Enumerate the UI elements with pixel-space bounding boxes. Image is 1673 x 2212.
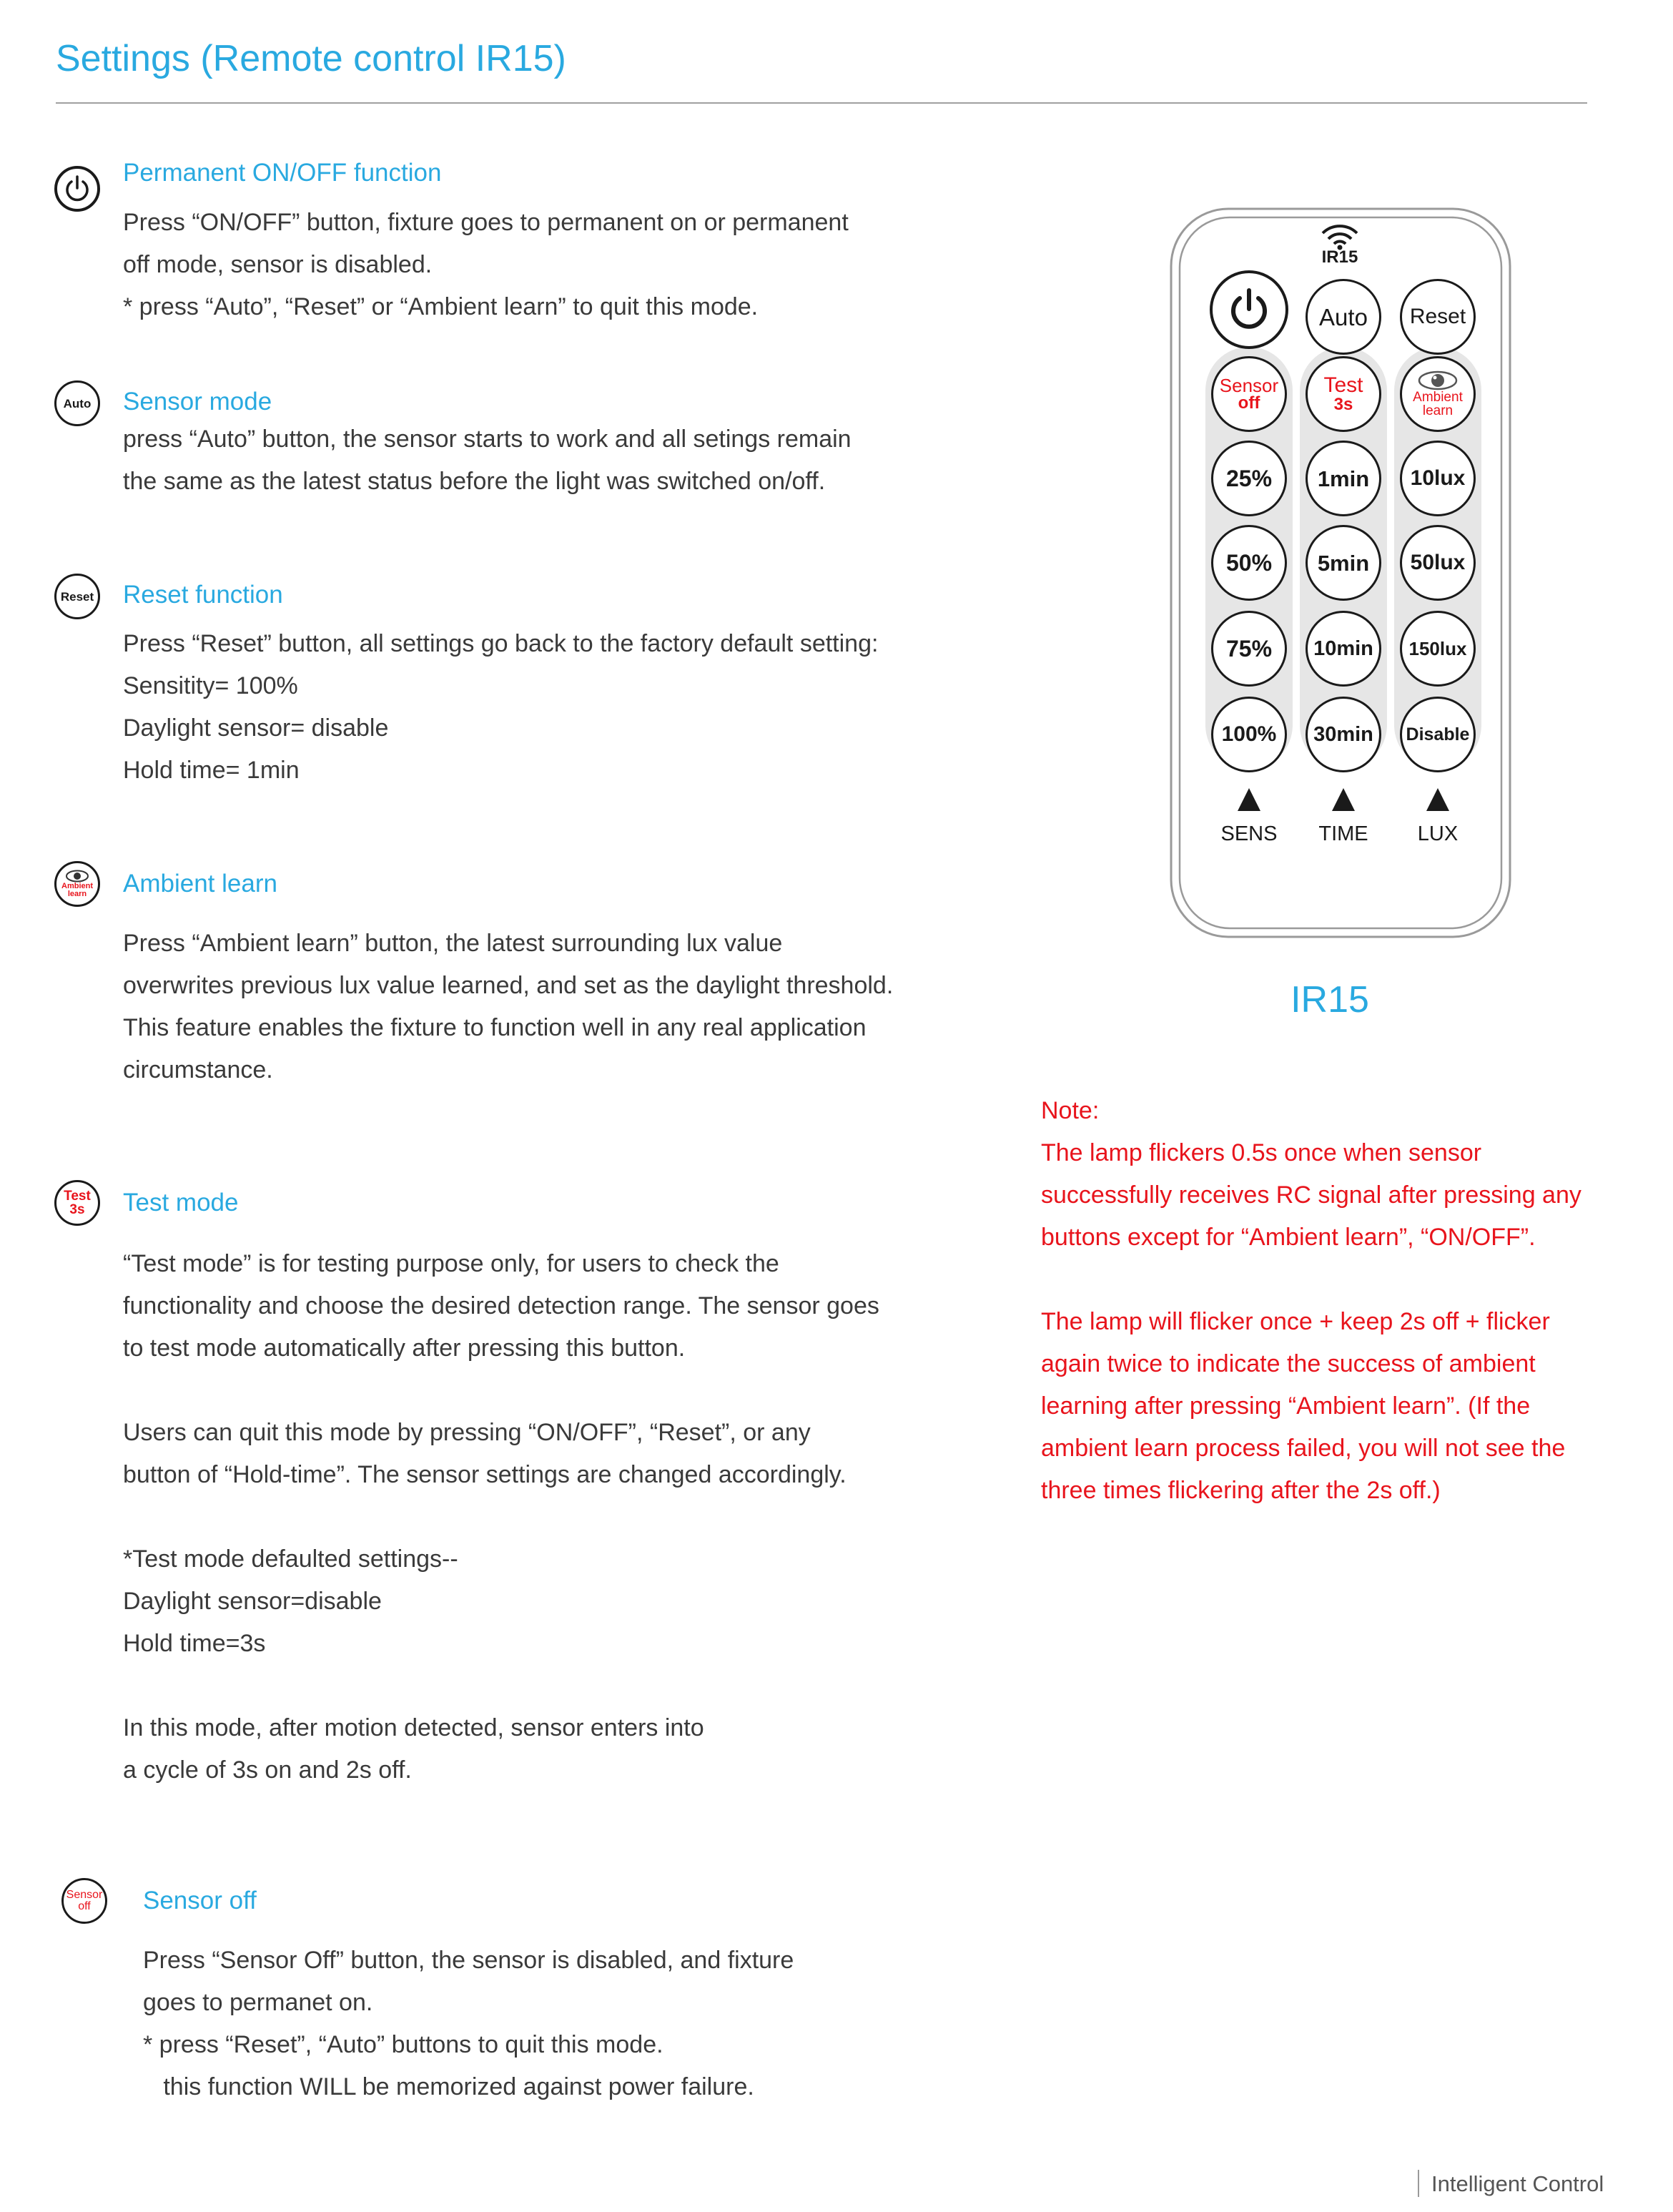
test-icon	[54, 1180, 100, 1226]
remote-sens-button[interactable]	[1211, 525, 1287, 601]
section-body-ambient	[123, 923, 893, 1091]
test-icon-label-2: 3s	[69, 1202, 85, 1217]
section-body-test	[123, 1243, 879, 1791]
text-line: circumstance.	[123, 1056, 273, 1083]
section-heading-sensor-mode: Sensor mode	[123, 388, 272, 416]
remote-sensor-off-button[interactable]	[1211, 356, 1287, 432]
section-body-sensor-off	[143, 1940, 794, 2108]
remote-time-10min-label: 10min	[1313, 636, 1373, 660]
remote-sens-button[interactable]	[1211, 441, 1287, 516]
note-line: again twice to indicate the success of ambient	[1041, 1350, 1536, 1377]
text-line: a cycle of 3s on and 2s off.	[123, 1756, 412, 1784]
remote-test-label-1: Test	[1323, 373, 1363, 397]
remote-ambient-label-2: learn	[1422, 403, 1454, 418]
text-line: the same as the latest status before the light was switched on/off.	[123, 468, 826, 495]
remote-lux-button[interactable]	[1400, 441, 1476, 516]
remote-time-30min-label: 30min	[1313, 722, 1373, 746]
reset-icon-label: Reset	[60, 589, 94, 604]
footer-divider	[1418, 2170, 1419, 2197]
text-line: Daylight sensor=disable	[123, 1588, 382, 1615]
sensor-off-icon	[61, 1878, 107, 1924]
text-line: Sensitity= 100%	[123, 672, 298, 699]
remote-ambient-learn-button[interactable]	[1400, 356, 1476, 432]
text-line: Press “Ambient learn” button, the latest surrounding lux value	[123, 930, 783, 957]
remote-caption: IR15	[1290, 979, 1369, 1021]
text-line: off mode, sensor is disabled.	[123, 251, 433, 278]
text-line: Users can quit this mode by pressing “ON/OFF”, “Reset”, or any	[123, 1419, 811, 1446]
remote-lux-50-label: 50lux	[1410, 551, 1466, 574]
remote-lux-button[interactable]	[1400, 697, 1476, 772]
remote-time-label: TIME	[1318, 822, 1368, 845]
section-heading-reset: Reset function	[123, 581, 283, 609]
remote-reset-button[interactable]	[1400, 279, 1476, 355]
text-line: “Test mode” is for testing purpose only, for users to check the	[123, 1250, 779, 1277]
text-line: overwrites previous lux value learned, and set as the daylight threshold.	[123, 972, 894, 999]
section-body-reset	[123, 623, 878, 792]
infrared-signal-icon	[1318, 222, 1361, 250]
text-line: to test mode automatically after pressing this button.	[123, 1334, 686, 1362]
remote-time-button[interactable]	[1306, 697, 1381, 772]
sensor-off-icon-label-1: Sensor	[66, 1889, 103, 1901]
remote-test-button[interactable]	[1306, 356, 1381, 432]
sensor-off-icon-label-2: off	[78, 1900, 91, 1912]
remote-lux-10-label: 10lux	[1410, 466, 1466, 490]
note-line: ambient learn process failed, you will not see the	[1041, 1435, 1566, 1462]
remote-auto-button[interactable]	[1306, 279, 1381, 355]
remote-time-5min-label: 5min	[1317, 550, 1370, 576]
section-heading-sensor-off: Sensor off	[143, 1887, 257, 1914]
remote-time-button[interactable]	[1306, 611, 1381, 687]
remote-sensor-off-label-2: off	[1238, 393, 1260, 413]
note-line: buttons except for “Ambient learn”, “ON/OFF”.	[1041, 1224, 1536, 1251]
ambient-learn-icon	[54, 861, 100, 907]
remote-lux-150-label: 150lux	[1408, 638, 1467, 659]
auto-icon-label: Auto	[63, 396, 92, 411]
page-title: Settings (Remote control IR15)	[56, 38, 566, 79]
remote-sens-label: SENS	[1220, 822, 1278, 845]
text-line: Press “ON/OFF” button, fixture goes to permanent on or permanent	[123, 209, 849, 236]
remote-time-button[interactable]	[1306, 441, 1381, 516]
power-icon	[1225, 286, 1273, 333]
text-gap	[123, 1370, 879, 1412]
text-gap	[123, 1496, 879, 1538]
footer-label: Intelligent Control	[1431, 2171, 1604, 2196]
remote-sensor-off-label-1: Sensor	[1219, 375, 1279, 396]
text-line: goes to permanet on.	[143, 1989, 373, 2016]
text-line: Hold time= 1min	[123, 757, 300, 784]
auto-icon	[54, 380, 100, 426]
remote-sens-50-label: 50%	[1225, 550, 1273, 576]
note-line: successfully receives RC signal after pressing any	[1041, 1181, 1581, 1209]
section-heading-test: Test mode	[123, 1189, 239, 1216]
remote-test-label-2: 3s	[1333, 395, 1353, 414]
remote-sens-25-label: 25%	[1225, 466, 1273, 491]
text-line: press “Auto” button, the sensor starts to work and all setings remain	[123, 426, 852, 453]
ambient-icon-label-1: Ambient	[61, 882, 93, 890]
text-line: button of “Hold-time”. The sensor settings are changed accordingly.	[123, 1461, 847, 1488]
remote-sens-button[interactable]	[1211, 611, 1287, 687]
text-line: Press “Reset” button, all settings go back to the factory default setting:	[123, 630, 879, 657]
remote-lux-button[interactable]	[1400, 525, 1476, 601]
note-line: Note:	[1041, 1097, 1100, 1124]
note-gap	[1041, 1259, 1581, 1301]
note-line: The lamp flickers 0.5s once when sensor	[1041, 1139, 1482, 1166]
section-body-onoff	[123, 202, 849, 328]
note-line: learning after pressing “Ambient learn”. (If the	[1041, 1392, 1531, 1420]
section-heading-ambient: Ambient learn	[123, 870, 277, 898]
remote-sens-100-label: 100%	[1221, 722, 1277, 746]
text-line: * press “Reset”, “Auto” buttons to quit this mode.	[143, 2031, 663, 2058]
eye-icon	[65, 870, 89, 883]
text-line: * press “Auto”, “Reset” or “Ambient learn” to quit this mode.	[123, 293, 759, 320]
remote-sens-button[interactable]	[1211, 697, 1287, 772]
test-icon-label-1: Test	[64, 1189, 91, 1204]
up-arrow-icon	[1236, 787, 1262, 812]
remote-lux-disable-label: Disable	[1406, 724, 1470, 744]
text-line: Press “Sensor Off” button, the sensor is disabled, and fixture	[143, 1947, 794, 1974]
text-line: Daylight sensor= disable	[123, 714, 389, 742]
remote-control	[1170, 207, 1511, 938]
section-body-sensor-mode	[123, 418, 852, 503]
up-arrow-icon	[1425, 787, 1451, 812]
note-line: three times flickering after the 2s off.)	[1041, 1477, 1441, 1504]
remote-model-label: IR15	[1321, 247, 1358, 267]
text-line: functionality and choose the desired detection range. The sensor goes	[123, 1292, 879, 1319]
text-line: *Test mode defaulted settings--	[123, 1545, 458, 1573]
eye-icon	[1418, 370, 1458, 390]
note-line: The lamp will flicker once + keep 2s off + flicker	[1041, 1308, 1550, 1335]
remote-sens-75-label: 75%	[1225, 636, 1273, 662]
remote-reset-label: Reset	[1409, 305, 1466, 328]
text-gap	[123, 1665, 879, 1707]
remote-lux-button[interactable]	[1400, 611, 1476, 687]
text-line: In this mode, after motion detected, sensor enters into	[123, 1714, 704, 1741]
remote-auto-label: Auto	[1319, 303, 1368, 330]
section-heading-onoff: Permanent ON/OFF function	[123, 159, 442, 187]
remote-time-button[interactable]	[1306, 525, 1381, 601]
remote-lux-label: LUX	[1417, 822, 1459, 845]
reset-icon	[54, 574, 100, 619]
remote-time-1min-label: 1min	[1317, 466, 1370, 491]
up-arrow-icon	[1331, 787, 1356, 812]
text-line: this function WILL be memorized against power failure.	[143, 2073, 754, 2100]
note-block	[1041, 1090, 1581, 1512]
title-divider	[56, 102, 1587, 104]
remote-ambient-label-1: Ambient	[1413, 390, 1463, 405]
text-line: Hold time=3s	[123, 1630, 266, 1657]
remote-power-button[interactable]	[1210, 270, 1288, 349]
power-icon	[54, 166, 100, 212]
text-line: This feature enables the fixture to function well in any real application	[123, 1014, 867, 1041]
ambient-icon-label-2: learn	[67, 890, 87, 898]
